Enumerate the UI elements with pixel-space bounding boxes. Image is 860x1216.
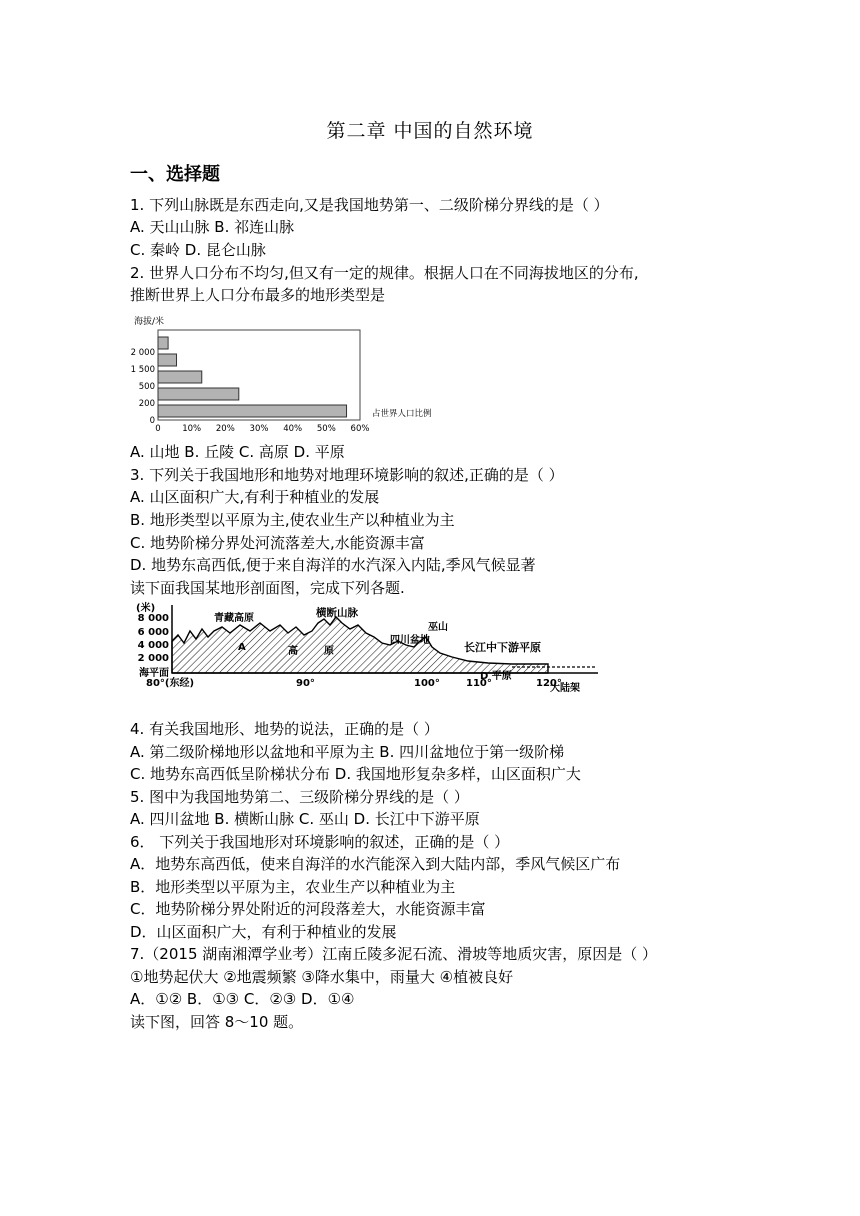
page-title: 第二章 中国的自然环境 [326, 120, 534, 142]
question-7-reasons: ①地势起伏大 ②地震频繁 ③降水集中，雨量大 ④植被良好 [130, 968, 514, 986]
question-3-option-b: B. 地形类型以平原为主,使农业生产以种植业为主 [130, 511, 455, 529]
population-altitude-chart [128, 312, 468, 434]
chart1-y-tick: 1 500 [130, 365, 155, 375]
chart2-y-tick: 4 000 [137, 640, 169, 651]
chart2-y-ticks [138, 613, 169, 679]
chart1-bar [158, 388, 239, 400]
question-6: 6． 下列关于我国地形对环境影响的叙述，正确的是（ ） [130, 833, 510, 851]
chart1-x-tick: 10% [182, 424, 202, 434]
question-5: 5. 图中为我国地势第二、三级阶梯分界线的是（ ） [130, 788, 469, 806]
chart1-bar [158, 354, 177, 366]
chart2-label: D 平原 [480, 671, 512, 682]
question-3-option-d: D. 地势东高西低,便于来自海洋的水汽深入内陆,季风气候显著 [130, 556, 536, 574]
question-2: 2. 世界人口分布不均匀,但又有一定的规律。根据人口在不同海拔地区的分布, [130, 264, 639, 282]
chart2-label: A [238, 642, 246, 653]
chart2-x-tick: 120° [536, 678, 562, 689]
chart1-x-tick: 30% [249, 424, 269, 434]
chart1-y-tick: 0 [149, 416, 155, 426]
chart1-y-tick: 500 [138, 382, 155, 392]
chart1-ylabel: 海拔/米 [134, 317, 165, 327]
chart2-label: 原 [324, 646, 334, 657]
question-4: 4. 有关我国地形、地势的说法，正确的是（ ） [130, 720, 439, 738]
chart1-xlabel: 占世界人口比例 [372, 409, 432, 419]
chart2-ylabel: (米) [136, 603, 156, 614]
question-3-option-a: A. 山区面积广大,有利于种植业的发展 [130, 488, 380, 506]
chart1-bar [158, 405, 347, 417]
chart2-label: 大陆架 [550, 683, 580, 694]
chart1-x-tick: 60% [350, 424, 370, 434]
question-3: 3. 下列关于我国地形和地势对地理环境影响的叙述,正确的是（ ） [130, 466, 564, 484]
chart1-x-ticks [155, 424, 369, 434]
chart2-y-tick: 8 000 [137, 613, 169, 624]
chart1-y-tick: 2 000 [130, 348, 155, 358]
question-2-options: A. 山地 B. 丘陵 C. 高原 D. 平原 [130, 443, 345, 461]
figure-intro: 读下图，回答 8～10 题。 [130, 1013, 304, 1031]
chart2-y-tick: 2 000 [137, 653, 169, 664]
chart2-label: 长江中下游平原 [464, 641, 541, 654]
question-1-options-cd: C. 秦岭 D. 昆仑山脉 [130, 241, 266, 259]
chart1-x-tick: 40% [283, 424, 303, 434]
chart1-x-tick: 50% [316, 424, 336, 434]
question-1-options-ab: A. 天山山脉 B. 祁连山脉 [130, 218, 295, 236]
chart2-label: 青藏高原 [214, 613, 254, 624]
chart2-x-tick: 100° [414, 678, 440, 689]
question-6-option-b: B．地形类型以平原为主，农业生产以种植业为主 [130, 878, 456, 896]
chart1-bar [158, 337, 168, 349]
chart2-label: 高 [288, 646, 298, 657]
chart2-x-tick: 80°(东经) [146, 678, 195, 689]
chart2-label: 横断山脉 [316, 607, 358, 619]
chart2-x-tick: 110° [466, 678, 492, 689]
question-6-option-a: A．地势东高西低，使来自海洋的水汽能深入到大陆内部，季风气候区广布 [130, 855, 621, 873]
terrain-profile-chart [128, 601, 598, 711]
question-6-option-c: C．地势阶梯分界处附近的河段落差大，水能资源丰富 [130, 900, 486, 918]
question-5-options: A. 四川盆地 B. 横断山脉 C. 巫山 D. 长江中下游平原 [130, 810, 480, 828]
chart1-bar [158, 371, 202, 383]
question-4-options-cd: C. 地势东高西低呈阶梯状分布 D. 我国地形复杂多样，山区面积广大 [130, 765, 581, 783]
chart2-y-tick: 海平面 [139, 668, 169, 679]
chart2-label: 巫山 [428, 622, 448, 633]
chart1-x-tick: 0 [155, 424, 161, 434]
profile-intro: 读下面我国某地形剖面图，完成下列各题. [130, 579, 405, 597]
section-heading: 一、选择题 [130, 164, 220, 185]
chart1-bars [158, 337, 347, 417]
question-4-options-ab: A. 第二级阶梯地形以盆地和平原为主 B. 四川盆地位于第一级阶梯 [130, 743, 565, 761]
chart2-label: 四川盆地 [390, 635, 430, 646]
question-6-option-d: D．山区面积广大，有利于种植业的发展 [130, 923, 397, 941]
question-3-option-c: C. 地势阶梯分界处河流落差大,水能资源丰富 [130, 534, 425, 552]
chart1-x-tick: 20% [215, 424, 235, 434]
chart1-y-tick: 200 [138, 399, 155, 409]
chart1-y-ticks [131, 348, 155, 426]
question-7: 7.（2015 湖南湘潭学业考）江南丘陵多泥石流、滑坡等地质灾害，原因是（ ） [130, 945, 658, 963]
chart2-x-tick: 90° [296, 678, 315, 689]
question-1: 1. 下列山脉既是东西走向,又是我国地势第一、二级阶梯分界线的是（ ） [130, 196, 609, 214]
question-7-options: A．①② B．①③ C．②③ D．①④ [130, 990, 355, 1008]
chart2-y-tick: 6 000 [137, 627, 169, 638]
question-2-cont: 推断世界上人口分布最多的地形类型是 [130, 286, 386, 304]
